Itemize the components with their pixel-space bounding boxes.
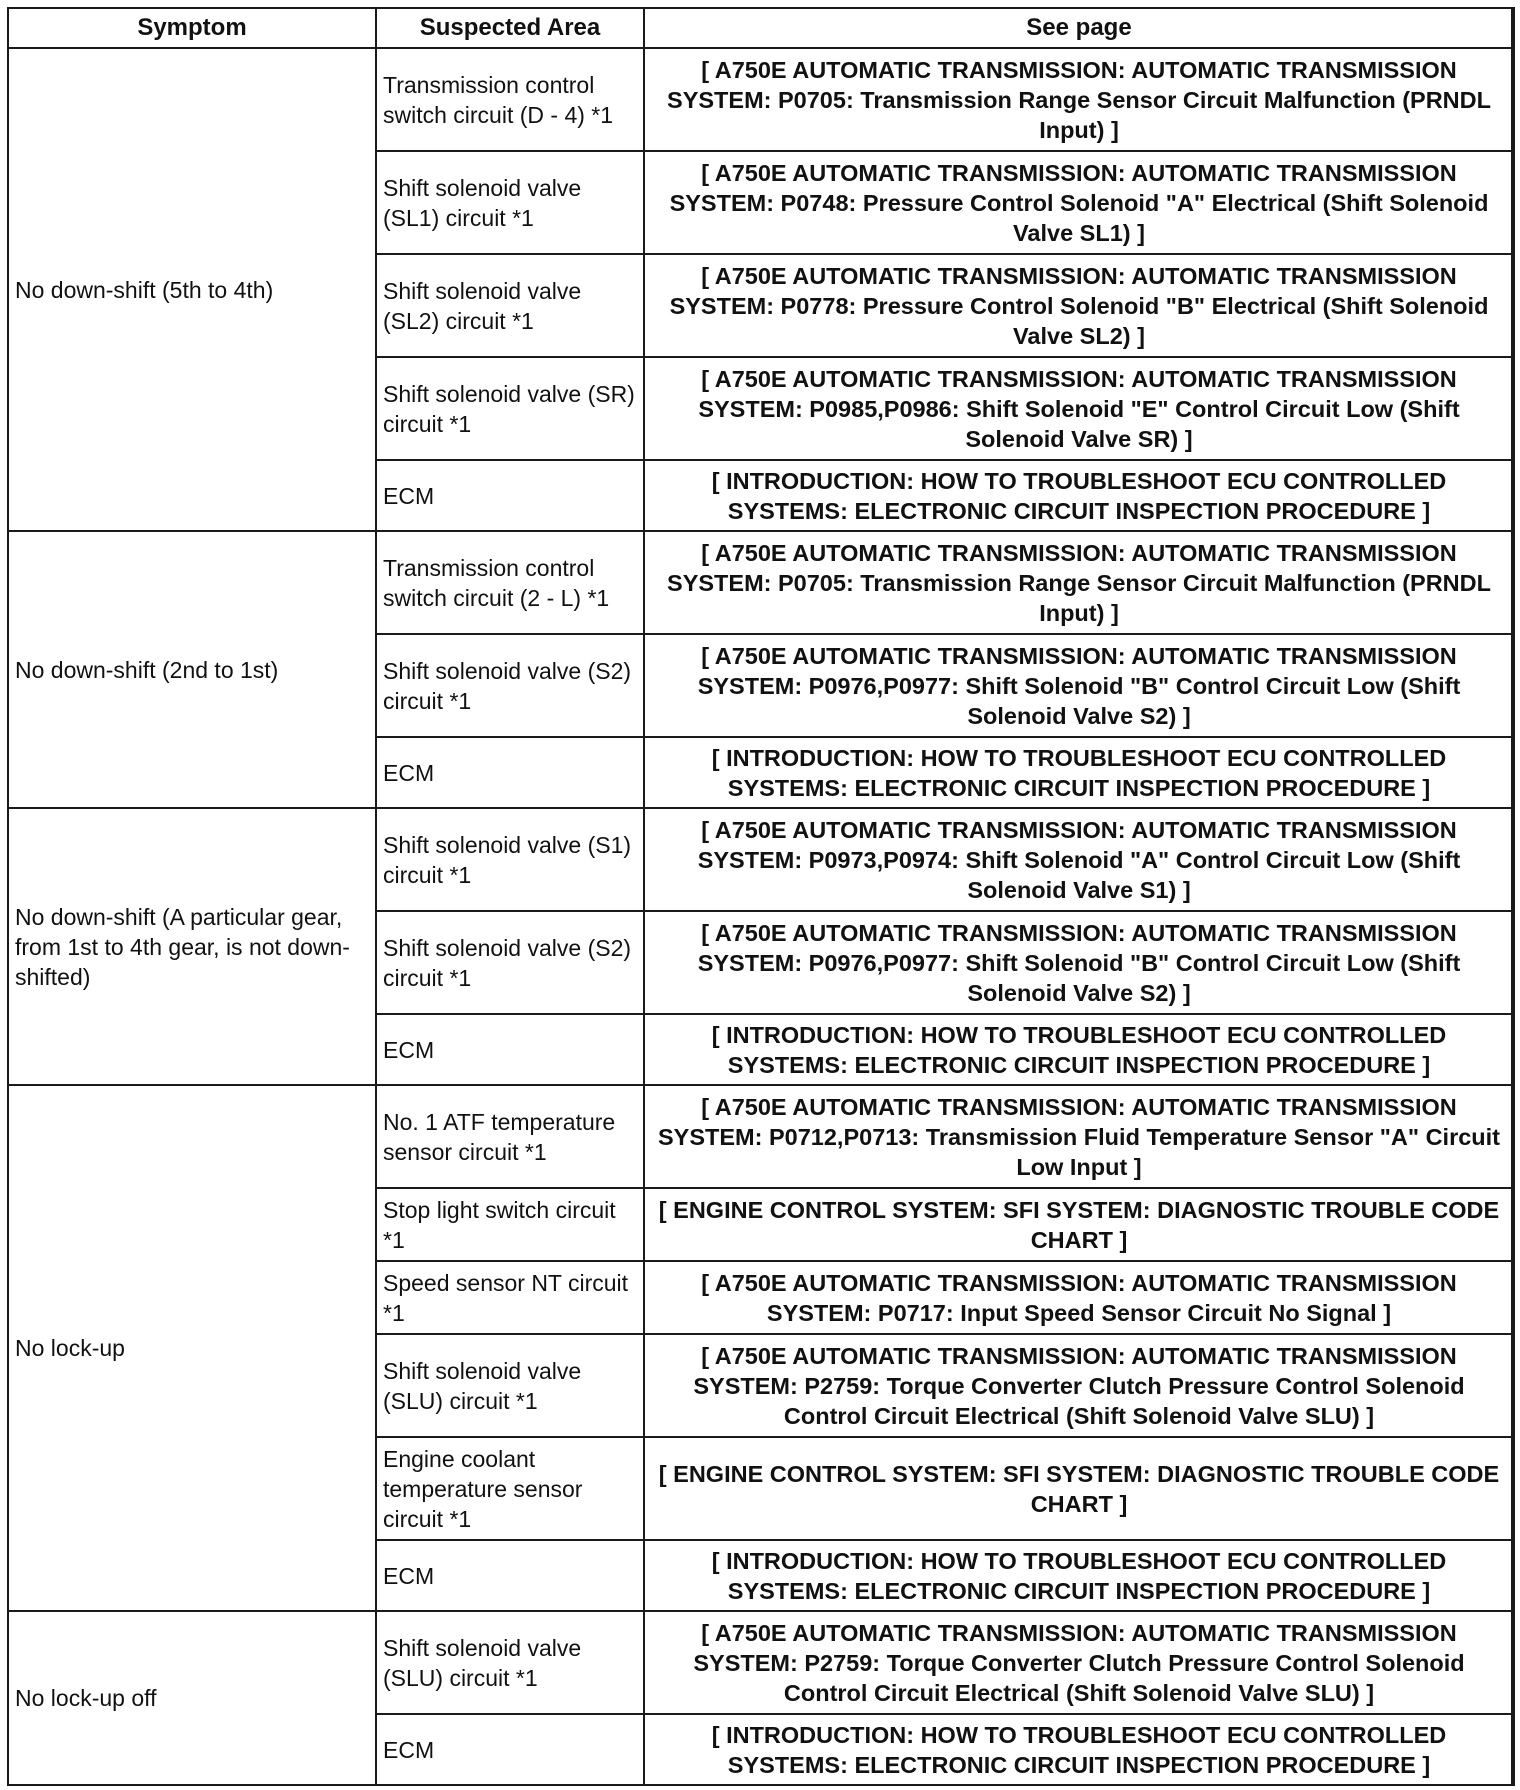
suspected-area-cell: ECM xyxy=(376,460,644,531)
see-page-cell: [ A750E AUTOMATIC TRANSMISSION: AUTOMATIC TRANSMISSION SYSTEM: P2759: Torque Converter Clutch Pressure Control Solenoid Control Circuit Electrical (Shift Solenoid Valve SLU) ] xyxy=(644,1611,1514,1714)
see-page-cell: [ A750E AUTOMATIC TRANSMISSION: AUTOMATIC TRANSMISSION SYSTEM: P0717: Input Speed Sensor Circuit No Signal ] xyxy=(644,1261,1514,1334)
suspected-area-cell: Engine coolant temperature sensor circuit *1 xyxy=(376,1437,644,1540)
header-symptom: Symptom xyxy=(8,8,376,48)
see-page-cell: [ A750E AUTOMATIC TRANSMISSION: AUTOMATIC TRANSMISSION SYSTEM: P0976,P0977: Shift Solenoid "B" Control Circuit Low (Shift Solenoid Valve S2) ] xyxy=(644,911,1514,1014)
see-page-cell: [ A750E AUTOMATIC TRANSMISSION: AUTOMATIC TRANSMISSION SYSTEM: P0985,P0986: Shift Solenoid "E" Control Circuit Low (Shift Solenoid Valve SR) ] xyxy=(644,357,1514,460)
suspected-area-cell: Stop light switch circuit *1 xyxy=(376,1188,644,1261)
see-page-cell: [ INTRODUCTION: HOW TO TROUBLESHOOT ECU CONTROLLED SYSTEMS: ELECTRONIC CIRCUIT INSPECTION PROCEDURE ] xyxy=(644,460,1514,531)
suspected-area-cell: ECM xyxy=(376,1540,644,1611)
see-page-cell: [ INTRODUCTION: HOW TO TROUBLESHOOT ECU CONTROLLED SYSTEMS: ELECTRONIC CIRCUIT INSPECTION PROCEDURE ] xyxy=(644,1714,1514,1785)
suspected-area-cell: No. 1 ATF temperature sensor circuit *1 xyxy=(376,1085,644,1188)
see-page-cell: [ ENGINE CONTROL SYSTEM: SFI SYSTEM: DIAGNOSTIC TROUBLE CODE CHART ] xyxy=(644,1188,1514,1261)
see-page-cell: [ A750E AUTOMATIC TRANSMISSION: AUTOMATIC TRANSMISSION SYSTEM: P0705: Transmission Range Sensor Circuit Malfunction (PRNDL Input) ] xyxy=(644,48,1514,151)
table-body xyxy=(8,48,1514,1785)
suspected-area-cell: Transmission control switch circuit (D - 4) *1 xyxy=(376,48,644,151)
suspected-area-cell: Shift solenoid valve (SR) circuit *1 xyxy=(376,357,644,460)
suspected-area-cell: Speed sensor NT circuit *1 xyxy=(376,1261,644,1334)
see-page-cell: [ A750E AUTOMATIC TRANSMISSION: AUTOMATIC TRANSMISSION SYSTEM: P0973,P0974: Shift Solenoid "A" Control Circuit Low (Shift Solenoid Valve S1) ] xyxy=(644,808,1514,911)
suspected-area-cell: ECM xyxy=(376,1014,644,1085)
see-page-cell: [ A750E AUTOMATIC TRANSMISSION: AUTOMATIC TRANSMISSION SYSTEM: P0712,P0713: Transmission Fluid Temperature Sensor "A" Circuit Low Input ] xyxy=(644,1085,1514,1188)
symptom-cell: No lock-up off xyxy=(8,1611,376,1785)
see-page-cell: [ A750E AUTOMATIC TRANSMISSION: AUTOMATIC TRANSMISSION SYSTEM: P0976,P0977: Shift Solenoid "B" Control Circuit Low (Shift Solenoid Valve S2) ] xyxy=(644,634,1514,737)
suspected-area-cell: Shift solenoid valve (S1) circuit *1 xyxy=(376,808,644,911)
suspected-area-cell: Shift solenoid valve (S2) circuit *1 xyxy=(376,911,644,1014)
symptom-cell: No down-shift (5th to 4th) xyxy=(8,48,376,531)
header-see-page: See page xyxy=(644,8,1514,48)
suspected-area-cell: ECM xyxy=(376,1714,644,1785)
table-row xyxy=(8,48,1514,151)
see-page-cell: [ A750E AUTOMATIC TRANSMISSION: AUTOMATIC TRANSMISSION SYSTEM: P0778: Pressure Control Solenoid "B" Electrical (Shift Solenoid Valve SL2) ] xyxy=(644,254,1514,357)
see-page-cell: [ INTRODUCTION: HOW TO TROUBLESHOOT ECU CONTROLLED SYSTEMS: ELECTRONIC CIRCUIT INSPECTION PROCEDURE ] xyxy=(644,737,1514,808)
symptom-cell: No down-shift (A particular gear, from 1st to 4th gear, is not down-shifted) xyxy=(8,808,376,1085)
troubleshooting-table-sheet xyxy=(7,7,1513,1786)
see-page-cell: [ A750E AUTOMATIC TRANSMISSION: AUTOMATIC TRANSMISSION SYSTEM: P2759: Torque Converter Clutch Pressure Control Solenoid Control Circuit Electrical (Shift Solenoid Valve SLU) ] xyxy=(644,1334,1514,1437)
suspected-area-cell: Shift solenoid valve (SLU) circuit *1 xyxy=(376,1334,644,1437)
see-page-cell: [ ENGINE CONTROL SYSTEM: SFI SYSTEM: DIAGNOSTIC TROUBLE CODE CHART ] xyxy=(644,1437,1514,1540)
suspected-area-cell: Transmission control switch circuit (2 - L) *1 xyxy=(376,531,644,634)
see-page-cell: [ A750E AUTOMATIC TRANSMISSION: AUTOMATIC TRANSMISSION SYSTEM: P0705: Transmission Range Sensor Circuit Malfunction (PRNDL Input) ] xyxy=(644,531,1514,634)
see-page-cell: [ INTRODUCTION: HOW TO TROUBLESHOOT ECU CONTROLLED SYSTEMS: ELECTRONIC CIRCUIT INSPECTION PROCEDURE ] xyxy=(644,1014,1514,1085)
suspected-area-cell: ECM xyxy=(376,737,644,808)
suspected-area-cell: Shift solenoid valve (SLU) circuit *1 xyxy=(376,1611,644,1714)
table-row xyxy=(8,808,1514,911)
suspected-area-cell: Shift solenoid valve (S2) circuit *1 xyxy=(376,634,644,737)
see-page-cell: [ A750E AUTOMATIC TRANSMISSION: AUTOMATIC TRANSMISSION SYSTEM: P0748: Pressure Control Solenoid "A" Electrical (Shift Solenoid Valve SL1) ] xyxy=(644,151,1514,254)
troubleshooting-table xyxy=(7,7,1515,1786)
header-suspected-area: Suspected Area xyxy=(376,8,644,48)
see-page-cell: [ INTRODUCTION: HOW TO TROUBLESHOOT ECU CONTROLLED SYSTEMS: ELECTRONIC CIRCUIT INSPECTION PROCEDURE ] xyxy=(644,1540,1514,1611)
table-row xyxy=(8,1085,1514,1188)
suspected-area-cell: Shift solenoid valve (SL2) circuit *1 xyxy=(376,254,644,357)
symptom-cell: No lock-up xyxy=(8,1085,376,1611)
table-row xyxy=(8,1611,1514,1714)
header-row xyxy=(8,8,1514,48)
suspected-area-cell: Shift solenoid valve (SL1) circuit *1 xyxy=(376,151,644,254)
table-row xyxy=(8,531,1514,634)
symptom-cell: No down-shift (2nd to 1st) xyxy=(8,531,376,808)
